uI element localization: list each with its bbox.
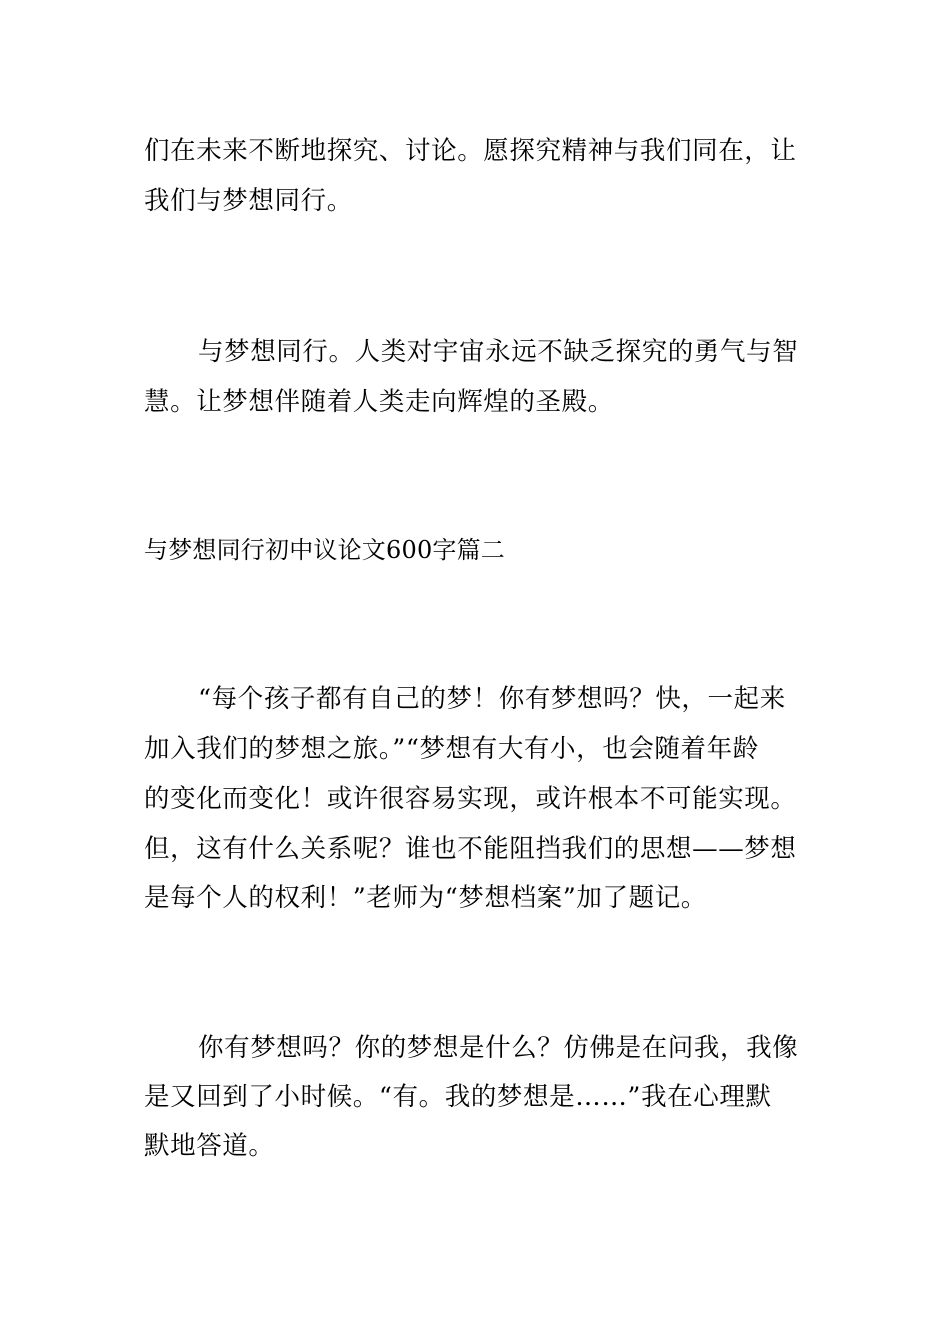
paragraph-line: 是又回到了小时候。“有。我的梦想是……”我在心理默 bbox=[144, 1082, 772, 1112]
paragraph-line: 们在未来不断地探究、讨论。愿探究精神与我们同在，让 bbox=[144, 136, 797, 166]
paragraph-line: 默地答道。 bbox=[144, 1131, 275, 1161]
paragraph-line: 是每个人的权利！”老师为“梦想档案”加了题记。 bbox=[144, 883, 707, 913]
section-heading: 与梦想同行初中议论文600字篇二 bbox=[144, 536, 506, 564]
paragraph-line: 加入我们的梦想之旅。”“梦想有大有小，也会随着年龄 bbox=[144, 734, 759, 764]
paragraph-line: 但，这有什么关系呢？谁也不能阻挡我们的思想——梦想 bbox=[144, 834, 797, 864]
paragraph-line: “每个孩子都有自己的梦！你有梦想吗？快，一起来 bbox=[198, 684, 786, 714]
paragraph-line: 你有梦想吗？你的梦想是什么？仿佛是在问我，我像 bbox=[198, 1033, 799, 1063]
paragraph-line: 慧。让梦想伴随着人类走向辉煌的圣殿。 bbox=[144, 387, 614, 417]
paragraph-line: 我们与梦想同行。 bbox=[144, 186, 353, 216]
paragraph-line: 与梦想同行。人类对宇宙永远不缺乏探究的勇气与智 bbox=[198, 337, 799, 367]
paragraph-line: 的变化而变化！或许很容易实现，或许根本不可能实现。 bbox=[144, 784, 797, 814]
